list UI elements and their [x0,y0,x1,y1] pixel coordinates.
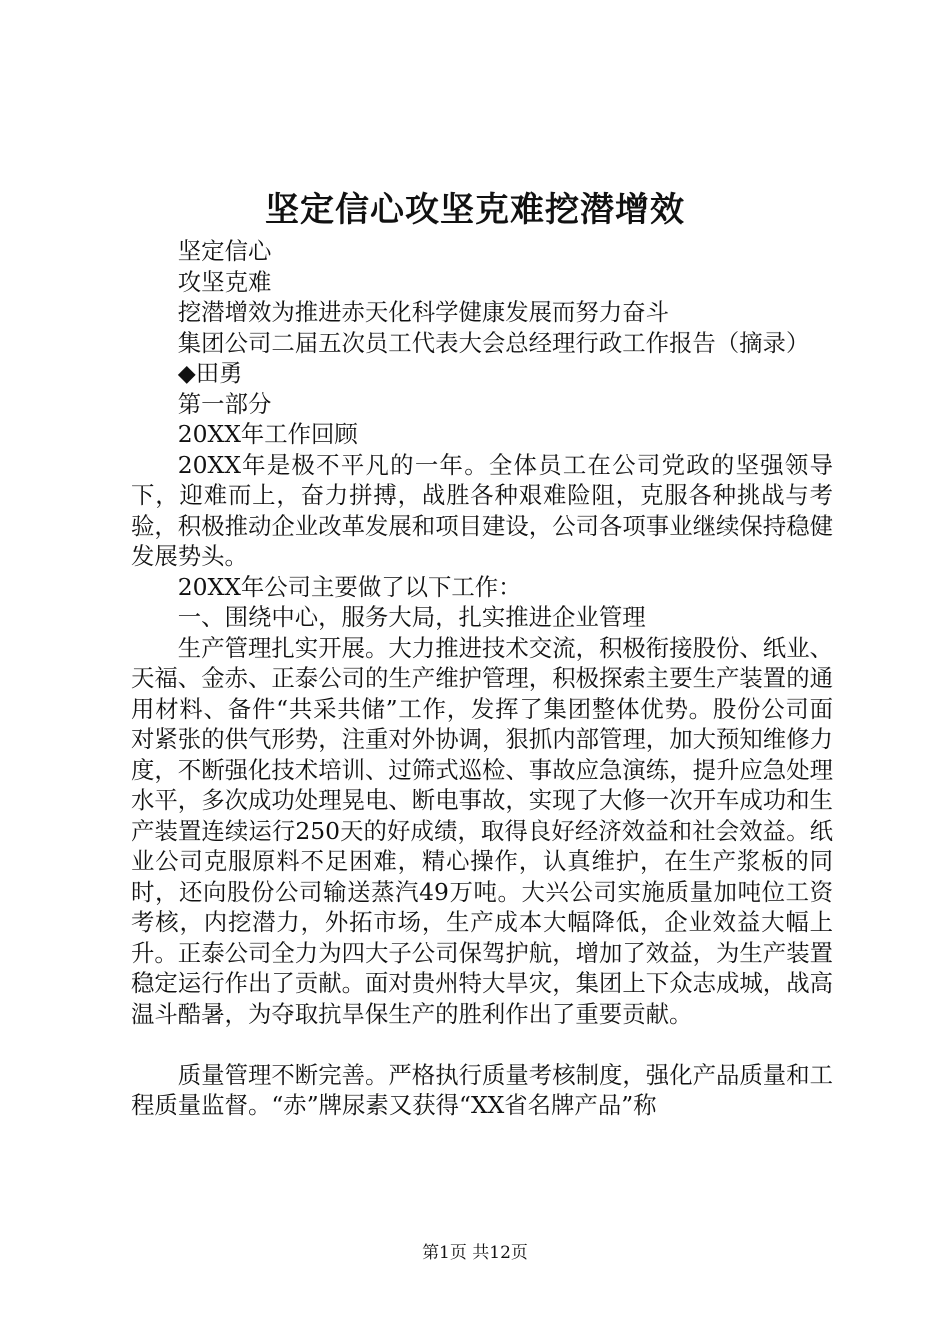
paragraph-section-heading-1: 一、围绕中心，服务大局，扎实推进企业管理 [177,603,646,631]
paragraph-report-source: 集团公司二届五次员工代表大会总经理行政工作报告（摘录） [177,328,810,357]
document-body [131,236,833,1121]
paragraph-part-heading: 第一部分 [177,389,272,418]
document-title: 坚定信心攻坚克难挖潜增效 [265,190,685,230]
paragraph-subtitle-1: 坚定信心 [177,237,272,265]
paragraph-quality-management: 质量管理不断完善。严格执行质量考核制度，强化产品质量和工程质量监督。“赤”牌尿素又获得“XX省名牌产品”称 [131,1060,833,1119]
page-footer: 第1页 共12页 [422,1243,528,1263]
paragraph-intro: 20XX年是极不平凡的一年。全体员工在公司党政的坚强领导下，迎难而上，奋力拼搏，战胜各种艰难险阻，克服各种挑战与考验，积极推动企业改革发展和项目建设，公司各项事业继续保持稳健发展势头。 [131,450,833,570]
paragraph-review-heading: 20XX年工作回顾 [177,420,358,448]
paragraph-production-management: 生产管理扎实开展。大力推进技术交流，积极衔接股份、纸业、天福、金赤、正泰公司的生产维护管理，积极探索主要生产装置的通用材料、备件“共采共储”工作，发挥了集团整体优势。股份公司面对紧张的供气形势，注重对外协调，狠抓内部管理，加大预知维修力度，不断强化技术培训、过筛式巡检、事故应急演练，提升应急处理水平，多次成功处理晃电、断电事故，实现了大修一次开车成功和生产装置连续运行250天的好成绩，取得良好经济效益和社会效益。纸业公司克服原料不足困难，精心操作，认真维护，在生产浆板的同时，还向股份公司输送蒸汽49万吨。大兴公司实施质量加吨位工资考核，内挖潜力，外拓市场，生产成本大幅降低，企业效益大幅上升。正泰公司全力为四大子公司保驾护航，增加了效益，为生产装置稳定运行作出了贡献。面对贵州特大旱灾，集团上下众志成城，战高温斗酷暑，为夺取抗旱保生产的胜利作出了重要贡献。 [131,633,833,1028]
paragraph-subtitle-3: 挖潜增效为推进赤天化科学健康发展而努力奋斗 [177,298,669,326]
paragraph-author: ◆田勇 [177,359,243,387]
paragraph-subtitle-2: 攻坚克难 [177,267,272,296]
paragraph-spacer [131,1029,833,1060]
paragraph-work-summary: 20XX年公司主要做了以下工作： [177,572,522,601]
